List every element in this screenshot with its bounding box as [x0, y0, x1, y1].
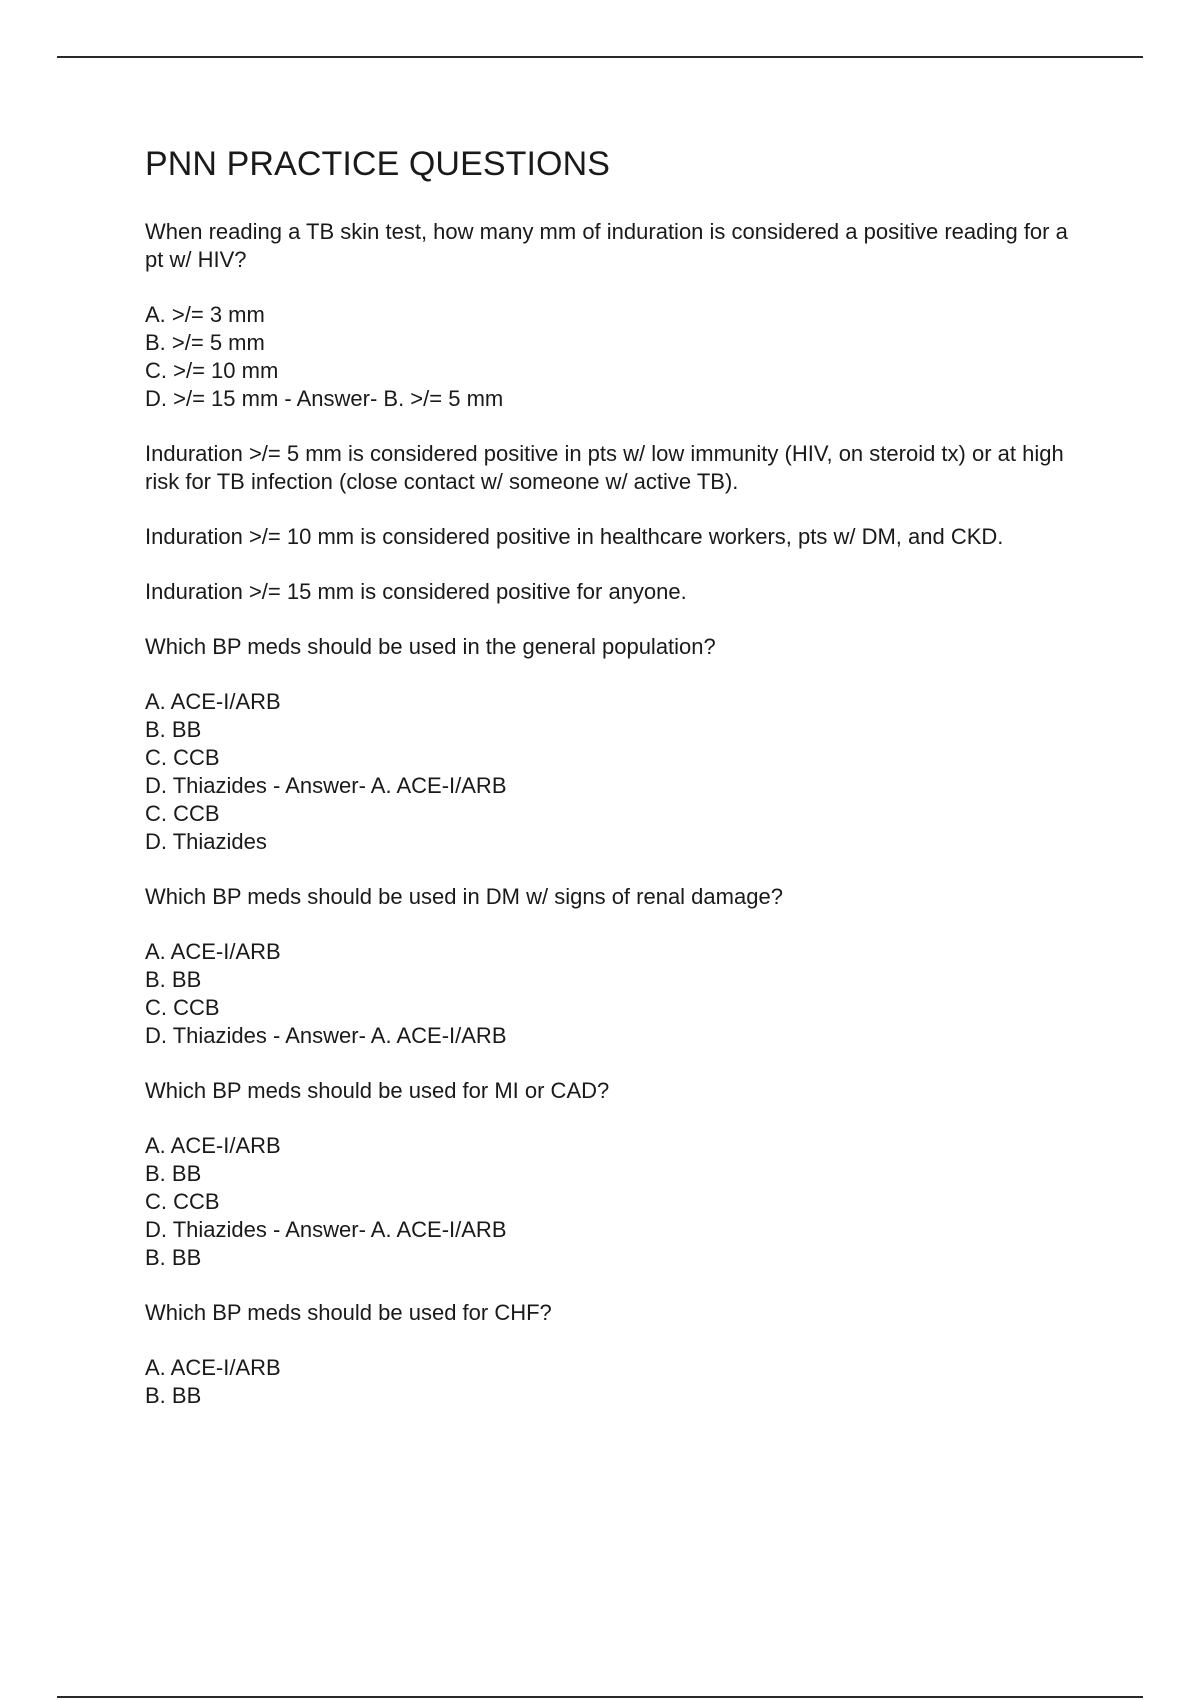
explanation-paragraph: Induration >/= 5 mm is considered positive in pts w/ low immunity (HIV, on steroid tx) or at high risk for TB infection (close contact w/ someone w/ active TB). [145, 441, 1064, 494]
question-3-text: Which BP meds should be used in DM w/ signs of renal damage? [145, 884, 783, 909]
option-line: B. BB [145, 1383, 202, 1408]
option-answer-line: D. Thiazides - Answer- A. ACE-I/ARB [145, 773, 507, 798]
option-line: A. ACE-I/ARB [145, 939, 281, 964]
question-4-text: Which BP meds should be used for MI or CAD? [145, 1078, 610, 1103]
question-2-text: Which BP meds should be used in the general population? [145, 634, 716, 659]
option-line: C. CCB [145, 801, 220, 826]
document-body [145, 140, 1085, 1437]
option-line: B. BB [145, 717, 202, 742]
option-line: C. >/= 10 mm [145, 358, 279, 383]
question-4-options [145, 1132, 1085, 1272]
option-line: A. ACE-I/ARB [145, 1133, 281, 1158]
explanation-paragraph: Induration >/= 10 mm is considered positive in healthcare workers, pts w/ DM, and CKD. [145, 524, 1004, 549]
bottom-divider [57, 1696, 1143, 1698]
question-2-options [145, 688, 1085, 856]
option-line: C. CCB [145, 745, 220, 770]
option-line: B. BB [145, 1161, 202, 1186]
question-1-text: When reading a TB skin test, how many mm of induration is considered a positive reading for a pt w/ HIV? [145, 219, 1068, 272]
option-line: A. >/= 3 mm [145, 302, 265, 327]
explanation-paragraph: Induration >/= 15 mm is considered positive for anyone. [145, 579, 687, 604]
question-3-options [145, 938, 1085, 1050]
option-line: B. >/= 5 mm [145, 330, 265, 355]
top-divider [57, 56, 1143, 58]
option-answer-line: D. >/= 15 mm - Answer- B. >/= 5 mm [145, 386, 504, 411]
question-1-options [145, 301, 1085, 413]
question-5-text: Which BP meds should be used for CHF? [145, 1300, 552, 1325]
option-line: C. CCB [145, 1189, 220, 1214]
question-5-options [145, 1354, 1085, 1410]
option-line: D. Thiazides [145, 829, 267, 854]
page-title: PNN PRACTICE QUESTIONS [145, 145, 611, 183]
option-line: B. BB [145, 967, 202, 992]
option-answer-line: D. Thiazides - Answer- A. ACE-I/ARB [145, 1217, 507, 1242]
option-line: A. ACE-I/ARB [145, 689, 281, 714]
option-answer-line: D. Thiazides - Answer- A. ACE-I/ARB [145, 1023, 507, 1048]
option-line: C. CCB [145, 995, 220, 1020]
option-line: A. ACE-I/ARB [145, 1355, 281, 1380]
option-line: B. BB [145, 1245, 202, 1270]
